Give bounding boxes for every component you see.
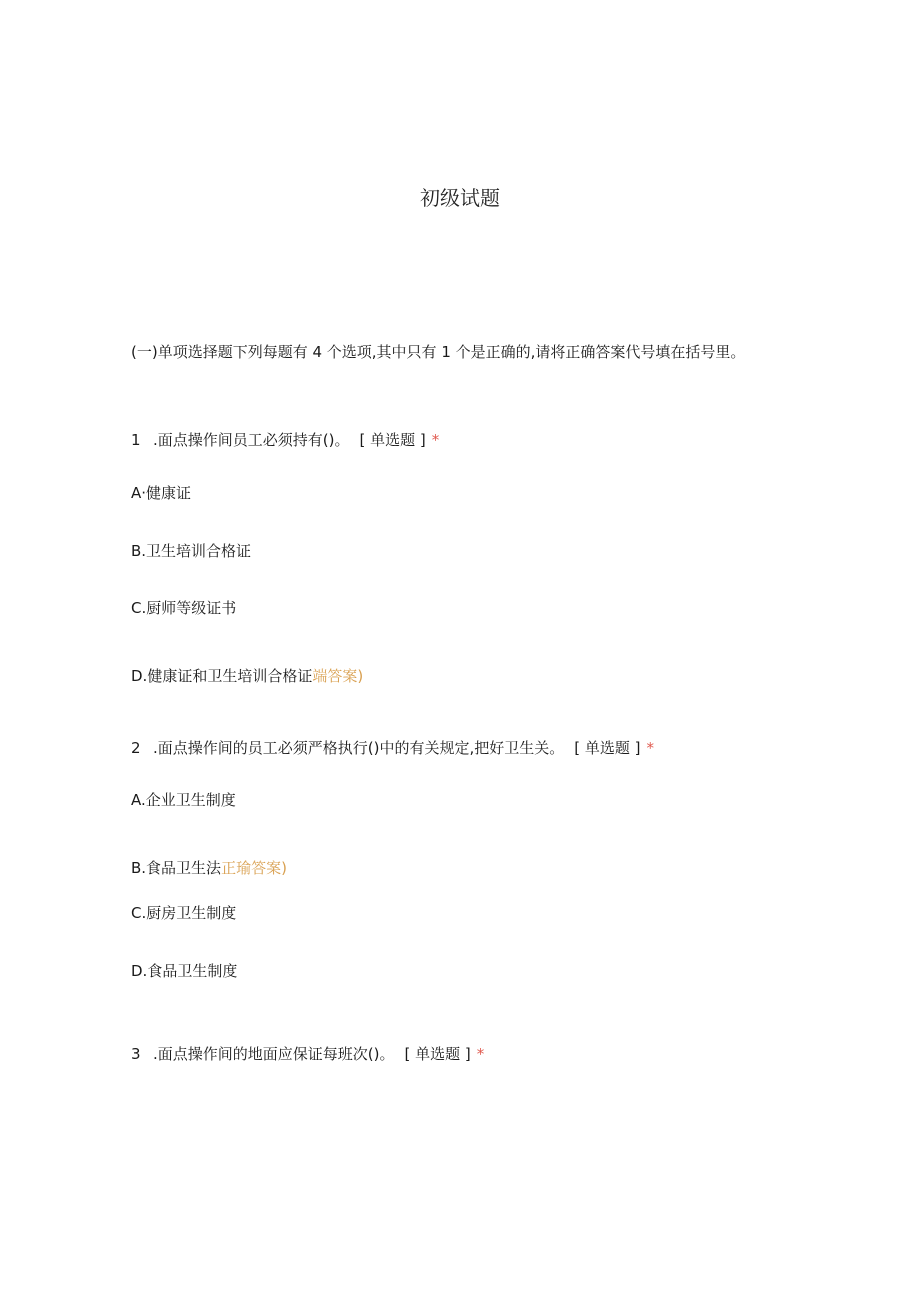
option-text: C.厨房卫生制度: [131, 904, 237, 922]
option-text: C.厨师等级证书: [131, 599, 237, 617]
correct-answer-note: 正瑜答案): [221, 859, 287, 877]
option-1-b[interactable]: [131, 540, 251, 561]
required-mark: *: [646, 739, 654, 757]
option-text: A.企业卫生制度: [131, 791, 236, 809]
question-type-label: [ 单选题 ]: [359, 431, 426, 449]
question-type-label: [ 单选题 ]: [574, 739, 641, 757]
question-text: .面点操作间的员工必须严格执行()中的有关规定,把好卫生关。: [153, 739, 565, 757]
option-text: D.健康证和卫生培训合格证: [131, 667, 313, 685]
question-3: [131, 1043, 484, 1064]
question-number: 3: [131, 1045, 141, 1063]
option-text: B.卫生培训合格证: [131, 542, 252, 560]
correct-answer-note: 端答案): [312, 667, 364, 685]
question-text: .面点操作间的地面应保证每班次()。: [153, 1045, 395, 1063]
option-2-d[interactable]: [131, 960, 237, 981]
section-intro: (一)单项选择题下列每题有 4 个选项,其中只有 1 个是正确的,请将正确答案代号填在括号里。: [131, 343, 746, 361]
option-text: B.食品卫生法: [131, 859, 222, 877]
required-mark: *: [431, 431, 440, 449]
question-type-label: [ 单选题 ]: [404, 1045, 471, 1063]
option-2-a[interactable]: [131, 789, 236, 810]
question-number: 1: [131, 431, 141, 449]
option-text: A·健康证: [131, 484, 192, 502]
option-1-c[interactable]: [131, 597, 236, 618]
question-text: .面点操作间员工必须持有()。: [153, 431, 350, 449]
page-title: 初级试题: [420, 186, 500, 210]
option-1-d[interactable]: [131, 665, 363, 686]
required-mark: *: [476, 1045, 485, 1063]
question-1: [131, 429, 439, 450]
question-number: 2: [131, 739, 141, 757]
option-text: D.食品卫生制度: [131, 962, 238, 980]
option-1-a[interactable]: [131, 482, 191, 503]
question-2: [131, 737, 654, 758]
option-2-c[interactable]: [131, 902, 236, 923]
option-2-b[interactable]: [131, 857, 287, 878]
